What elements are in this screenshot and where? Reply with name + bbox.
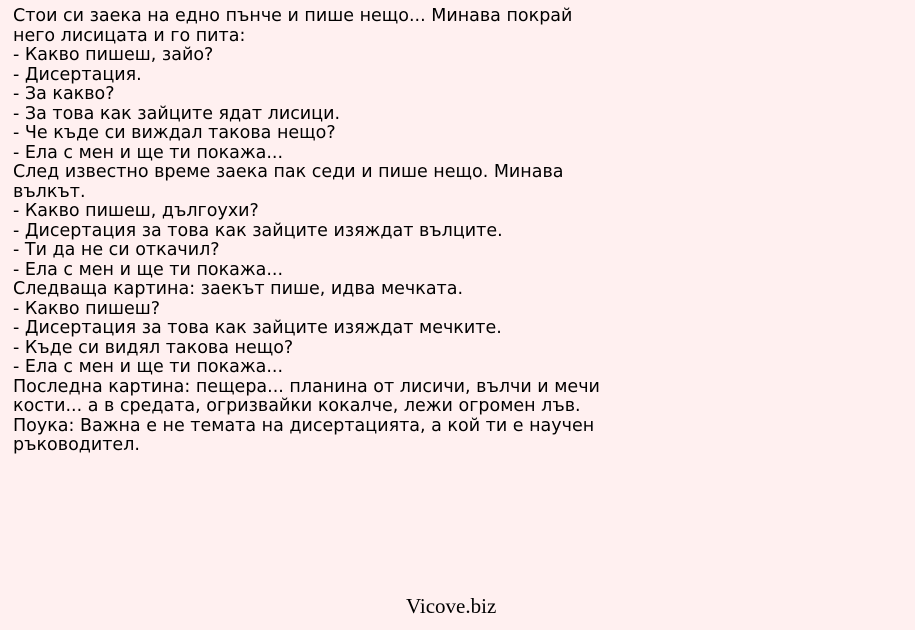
joke-line: - Дисертация. <box>13 64 142 85</box>
joke-line: - Че къде си виждал такова нещо? <box>13 123 336 143</box>
joke-line: След известно време заека пак седи и пише нещо. Минава <box>13 162 564 182</box>
joke-line: - Какво пишеш? <box>13 298 161 319</box>
joke-line: - Къде си видял такова нещо? <box>13 337 294 358</box>
joke-line: кости... а в средата, огризвайки кокалче, лежи огромен лъв. <box>13 396 581 416</box>
joke-line: Стои си заека на едно пънче и пише нещо... Минава покрай <box>13 6 573 26</box>
joke-line: - За какво? <box>13 84 115 104</box>
joke-line: - Дисертация за това как зайците изяждат вълците. <box>13 220 503 241</box>
joke-line: - Какво пишеш, зайо? <box>13 45 214 65</box>
joke-line: - За това как зайците ядат лисици. <box>13 103 341 124</box>
joke-line: Последна картина: пещера... планина от лисичи, вълчи и мечи <box>13 376 600 397</box>
joke-line: ръководител. <box>13 435 140 455</box>
joke-line: вълкът. <box>13 181 86 202</box>
joke-text <box>13 7 903 456</box>
joke-line: него лисицата и го пита: <box>13 25 246 46</box>
site-watermark: Vicove.biz <box>406 594 497 618</box>
joke-line: - Какво пишеш, дългоухи? <box>13 201 259 221</box>
joke-line: - Ела с мен и ще ти покажа... <box>13 357 284 377</box>
joke-line: - Дисертация за това как зайците изяждат мечките. <box>13 318 502 338</box>
joke-line: - Ела с мен и ще ти покажа... <box>13 259 284 280</box>
joke-line: - Ти да не си откачил? <box>13 240 220 260</box>
joke-line: - Ела с мен и ще ти покажа... <box>13 142 284 163</box>
joke-line: Следваща картина: заекът пише, идва мечката. <box>13 279 464 299</box>
joke-line: Поука: Важна е не темата на дисертацията, а кой ти е научен <box>13 415 595 436</box>
